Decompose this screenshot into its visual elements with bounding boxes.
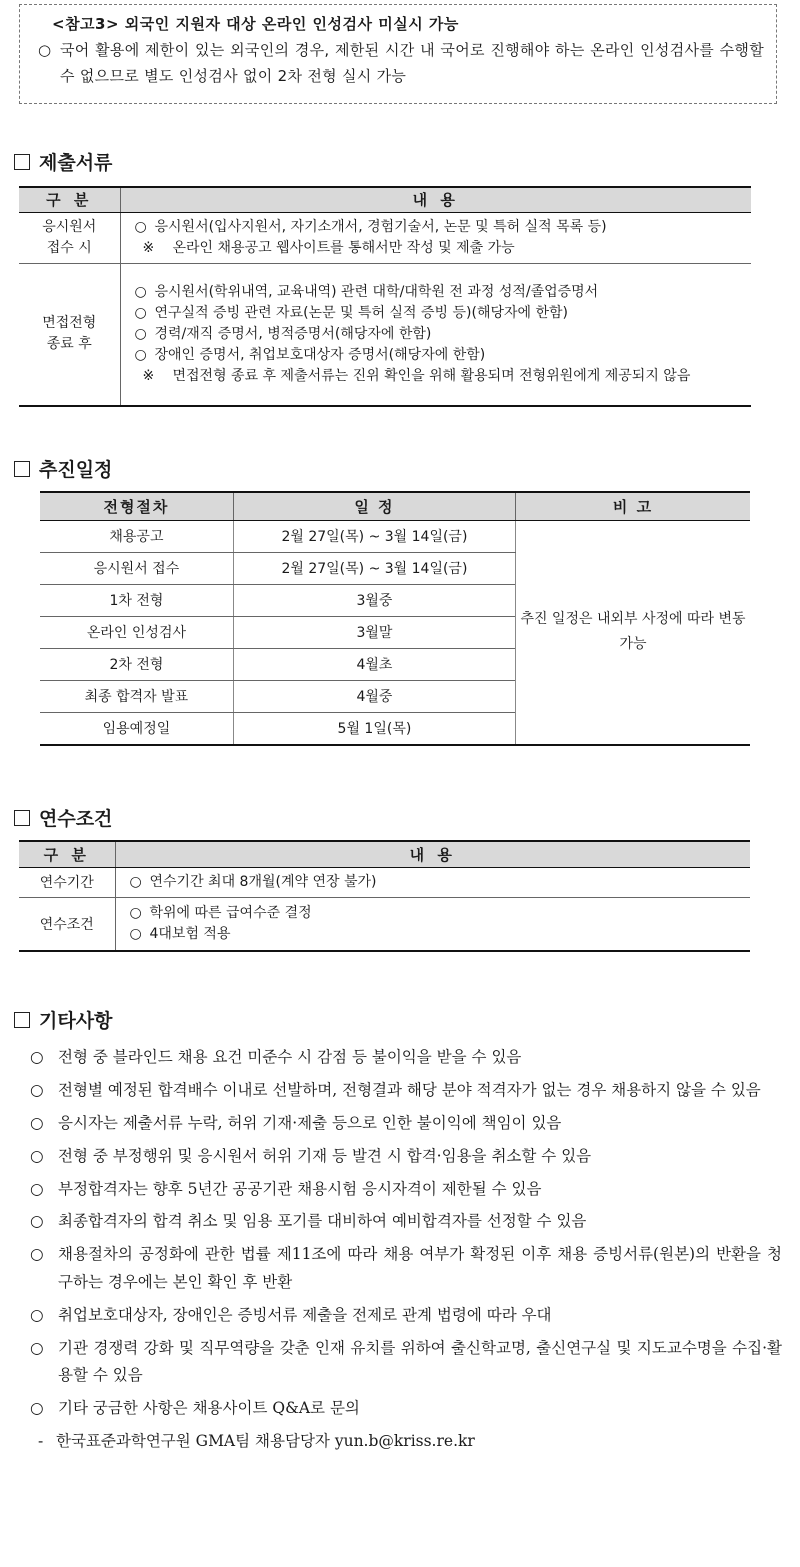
note-title: <참고3> 외국인 지원자 대상 온라인 인성검사 미실시 가능 [52,15,459,33]
list-item: ○ 최종합격자의 합격 취소 및 임용 포기를 대비하여 예비합격자를 선정할 수 있음 [30,1212,587,1231]
step-cell: 최종 합격자 발표 [40,680,233,712]
list-item: 학위에 따른 급여수준 결정 [149,904,312,921]
square-bullet-icon [14,154,30,170]
list-item: ○ 기관 경쟁력 강화 및 직무역량을 갖춘 인재 유치를 위하여 출신학교명, 출신연구실 및 지도교수명을 수집·활용할 수 있음 [30,1338,782,1385]
section-heading-etc [14,1006,112,1033]
column-header: 비 고 [516,492,751,520]
table-row [19,867,750,897]
schedule-table [40,491,750,746]
list-item: 온라인 채용공고 웹사이트를 통해서만 작성 및 제출 가능 [172,240,515,256]
note-item [32,37,764,89]
section-heading-schedule [14,455,112,482]
reference-note [19,4,777,104]
documents-table [19,186,751,407]
column-header: 일 정 [233,492,515,520]
section-title: 추진일정 [39,459,113,481]
row-content: ○ 응시원서(학위내역, 교육내역) 관련 대학/대학원 전 과정 성적/졸업증명서 ○ 연구실적 증빙 관련 자료(논문 및 특허 실적 증빙 등)(해당자에 한함) ○ 경력/재직 증명서, 병적증명서(해당자에 한함) ○ 장애인 증명서, 취업보호대상자 증명서(해당자에 한함) ※ 면접전형 종료 후 제출서류는 진위 확인을 위해 활용되며 전형위원에게 제공되지 않음 [120,263,751,406]
list-item: ○ 채용절차의 공정화에 관한 법률 제11조에 따라 채용 여부가 확정된 이후 채용 증빙서류(원본)의 반환을 청구하는 경우에는 본인 확인 후 반환 [30,1245,782,1291]
date-cell: 3월중 [233,584,515,616]
column-header: 구 분 [19,187,120,212]
date-cell: 5월 1일(목) [233,712,515,745]
section-heading-documents [14,148,112,175]
remark-cell: 추진 일정은 내외부 사정에 따라 변동 가능 [516,520,751,745]
table-row [19,263,751,406]
row-label: 연수기간 [19,867,115,897]
row-content: ○ 학위에 따른 급여수준 결정 ○ 4대보험 적용 [115,897,750,951]
list-item: ○ 기타 궁금한 사항은 채용사이트 Q&A로 문의 [30,1399,360,1418]
table-row [40,520,750,552]
row-label: 면접전형 종료 후 [19,263,120,406]
date-cell: 3월말 [233,616,515,648]
date-cell: 4월중 [233,680,515,712]
date-cell: 2월 27일(목) ~ 3월 14일(금) [233,552,515,584]
column-header: 내 용 [115,841,750,867]
training-table [19,840,750,952]
row-content: ○ 응시원서(입사지원서, 자기소개서, 경험기술서, 논문 및 특허 실적 목록 등) ※ 온라인 채용공고 웹사이트를 통해서만 작성 및 제출 가능 [120,212,751,263]
etc-list [30,1044,782,1461]
section-heading-training [14,804,112,831]
step-cell: 2차 전형 [40,648,233,680]
note-text: 국어 활용에 제한이 있는 외국인의 경우, 제한된 시간 내 국어로 진행해야 하는 온라인 인성검사를 수행할 수 없으므로 별도 인성검사 없이 2차 전형 실시 가능 [60,41,764,85]
row-label: 연수조건 [19,897,115,951]
list-item: 응시원서(입사지원서, 자기소개서, 경험기술서, 논문 및 특허 실적 목록 등) [154,219,607,235]
list-item: 장애인 증명서, 취업보호대상자 증명서(해당자에 한함) [154,346,486,363]
column-header: 전형절차 [40,492,233,520]
step-cell: 응시원서 접수 [40,552,233,584]
section-title: 연수조건 [39,808,113,830]
list-item: 연구실적 증빙 관련 자료(논문 및 특허 실적 증빙 등)(해당자에 한함) [154,304,569,321]
column-header: 내 용 [120,187,751,212]
date-cell: 4월초 [233,648,515,680]
list-item: 경력/재직 증명서, 병적증명서(해당자에 한함) [154,325,432,342]
list-item: 응시원서(학위내역, 교육내역) 관련 대학/대학원 전 과정 성적/졸업증명서 [154,283,599,300]
section-title: 기타사항 [39,1010,113,1032]
square-bullet-icon [14,461,30,477]
list-item: 4대보험 적용 [149,925,231,942]
list-item: ○ 전형 중 부정행위 및 응시원서 허위 기재 등 발견 시 합격·임용을 취소할 수 있음 [30,1146,592,1165]
step-cell: 1차 전형 [40,584,233,616]
list-item: ○ 응시자는 제출서류 누락, 허위 기재·제출 등으로 인한 불이익에 책임이 있음 [30,1113,562,1132]
section-title: 제출서류 [39,152,113,174]
step-cell: 임용예정일 [40,712,233,745]
step-cell: 채용공고 [40,520,233,552]
step-cell: 온라인 인성검사 [40,616,233,648]
list-item: ○ 전형별 예정된 합격배수 이내로 선발하며, 전형결과 해당 분야 적격자가 없는 경우 채용하지 않을 수 있음 [30,1080,761,1099]
list-item: 연수기간 최대 8개월(계약 연장 불가) [149,873,377,890]
list-item: 면접전형 종료 후 제출서류는 진위 확인을 위해 활용되며 전형위원에게 제공되지 않음 [172,367,691,384]
table-row [19,897,750,951]
column-header: 구 분 [19,841,115,867]
list-item: ○ 부정합격자는 향후 5년간 공공기관 채용시험 응시자격이 제한될 수 있음 [30,1179,542,1198]
table-row [19,212,751,263]
date-cell: 2월 27일(목) ~ 3월 14일(금) [233,520,515,552]
bullet: ○ [38,41,52,59]
square-bullet-icon [14,810,30,826]
row-content: ○ 연수기간 최대 8개월(계약 연장 불가) [115,867,750,897]
row-label: 응시원서 접수 시 [19,212,120,263]
square-bullet-icon [14,1012,30,1028]
list-item: ○ 취업보호대상자, 장애인은 증빙서류 제출을 전제로 관계 법령에 따라 우대 [30,1305,552,1324]
contact-item: - 한국표준과학연구원 GMA팀 채용담당자 yun.b@kriss.re.kr [38,1432,475,1451]
list-item: ○ 전형 중 블라인드 채용 요건 미준수 시 감점 등 불이익을 받을 수 있음 [30,1048,522,1066]
